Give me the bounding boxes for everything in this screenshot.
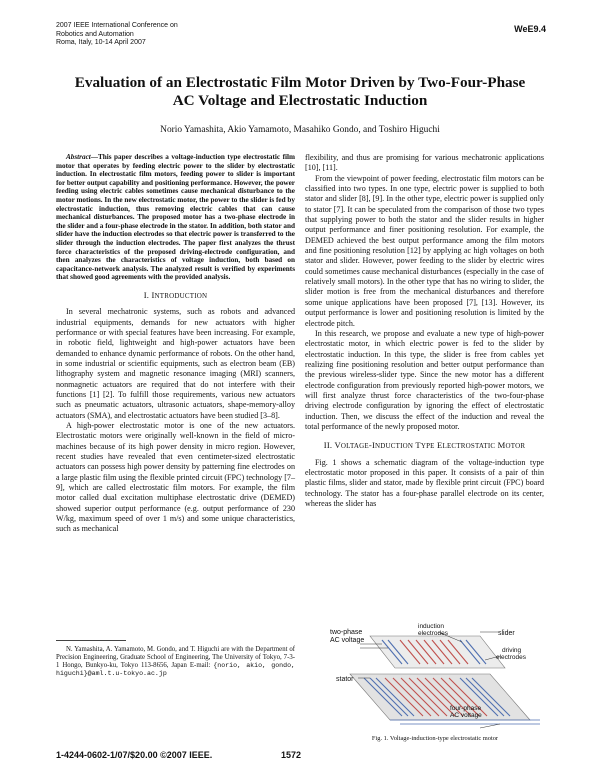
footnote-email-label: E-mail: [189, 662, 211, 669]
abstract [56, 153, 295, 282]
stator-film [350, 674, 540, 724]
figure-1-diagram [330, 622, 545, 732]
slider-film [370, 636, 505, 668]
label-stator: stator [336, 676, 354, 683]
label-driving-electrodes: electrodes [496, 654, 526, 661]
intro-paragraph-4: From the viewpoint of power feeding, electrostatic film motors can be classified into two types. In one type, electric power is supplied to both stator and slider [8], [9]. In the other type, electric power is supplied only to stator [7]. It can be speculated from the comparison of those two types that supplying power to both the stator and the slider results in higher output performance and finer positioning resolution. For example, the DEMED achieved the best output performance among the film motors and fine positioning resolution [12] by applying ac high voltages on both stator and slider. However, power feeding to the slider by electric wires could sometimes cause mechanical disturbances (especially in the case of relatively small motors). In the other type that has no wiring to slider, the slider motion is free from the mechanical disturbances and therefore some unique applications have been proposed [7], [13]. However, its output performance is lower and positioning resolution is limited by the electrode pitch. [305, 173, 544, 328]
author-list: Norio Yamashita, Akio Yamamoto, Masahiko Gondo, and Toshiro Higuchi [160, 125, 440, 135]
conference-line-2: Robotics and Automation [56, 30, 134, 38]
figure-1-caption: Fig. 1. Voltage-induction-type electrostatic motor [371, 735, 499, 742]
intro-paragraph-1: In several mechatronic systems, such as robots and advanced industrial equipments, demands for new actuators with higher performance or with special features have been increasing. For example, in robotic field, lightweight and high-power actuators have been demanded to enhance dynamic performance of robots. On the other hand, in some industrial or scientific equipments, such as electron beam (EB) lithography system and magnetic resonance imaging (MRI) scanners, nonmagnetic actuators are required that do not interfere with their functions [1] [2]. To fulfill those requirements, various new actuators such as pneumatic actuators, ultrasonic actuators, shape-memory-alloy actuators (SMA), and electrostatic actuators have been studied [3–8]. [56, 307, 295, 420]
footnote-rule [56, 640, 126, 641]
paper-id: WeE9.4 [514, 24, 546, 34]
conference-line-3: Roma, Italy, 10-14 April 2007 [56, 39, 146, 46]
label-two-phase: two-phase [330, 629, 363, 636]
label-induction-electrodes: electrodes [418, 630, 448, 637]
footnote-affiliation: N. Yamashita, A. Yamamoto, M. Gondo, and T. Higuchi are with the Department of Precision Engineering, Graduate School of Engineering, The University of Tokyo, 7-3-1 Hongo, Bunkyo-ku, Tokyo 113-8656, Japan [56, 646, 295, 669]
conference-line-1: 2007 IEEE International Conference on [56, 22, 178, 29]
label-slider: slider [498, 630, 515, 637]
page-number: 1572 [281, 750, 302, 760]
title-line-2: AC Voltage and Electrostatic Induction [172, 92, 428, 109]
title-line-1: Evaluation of an Electrostatic Film Motor Driven by Two-Four-Phase [74, 74, 526, 91]
paper-title [40, 74, 560, 110]
footnote-email: {norio, akio, gondo, higuchi}@aml.t.u-tokyo.ac.jp [56, 662, 295, 677]
abstract-text: —This paper describes a voltage-induction type electrostatic film motor that operates by feeding electric power to the slider by electrostatic induction. In electrostatic film motors, feeding power to slider is important for better output capability and positioning performance. However, the power feeding using electric cables sometimes cause mechanical disturbance to the motor motions. In the new electrostatic motor, the power to the slider is fed by electrostatic induction, thus removing electric cables that can cause mechanical disturbances. The proposed motor has a two-phase electrode in the slider and a four-phase electrode in the stator. In addition, both stator and slider have the induction electrodes so that electric power is transferred to the slider through the induction electrodes. The paper first analyzes the thrust force characteristics of the proposed driving-electrode configuration, and then analyzes the characteristics of voltage induction, both based on capacitance-network analysis. The analyzed result is verified by experiments that showed good agreements with the provided analysis. [56, 153, 295, 282]
left-column [56, 153, 295, 535]
label-four-phase-ac: AC voltage [450, 712, 482, 719]
abstract-label: Abstract [66, 153, 91, 161]
section-heading-voltage-induction: II. VOLTAGE-INDUCTION TYPE ELECTROSTATIC MOTOR [323, 440, 526, 451]
intro-paragraph-2: A high-power electrostatic motor is one of the new actuators. Electrostatic motors were originally well-known in the field of micro-machines because of its high power density in micro region. However, recent studies have revealed that even centimeter-sized electrostatic actuators can possess high power density by patterning fine electrodes on a large plastic film using the flexible printed circuit (FPC) technology [7–9], which are called electrostatic film motors. For example, the film motor called dual excitation multiphase electrostatic drive (DEMED) showed superior output performance (e.g. output performance of 230 W/kg, maximum speed of over 1 m/s) and some unique characteristics, such as mechanical [56, 421, 295, 534]
label-driving: driving [502, 647, 522, 654]
label-four-phase: four-phase [450, 705, 482, 712]
conference-header [56, 22, 178, 48]
footer-isbn: 1-4244-0602-1/07/$20.00 ©2007 IEEE. [56, 750, 213, 760]
intro-paragraph-5: In this research, we propose and evaluate a new type of high-power electrostatic motor, in which electric power is fed to the slider by electrostatic induction. In this type, the slider is free from cables yet realizing fine positioning resolution and better output performance than the previous wireless-slider type. Since the new motor has a different electrode configuration from previously reported high-power motors, we will first analyze thrust force characteristics of the two-four-phase driving electrode configuration by ignoring the effect of electrostatic induction. Then, we discuss the effect of the induction and reveal the total performance of the newly proposed motor. [305, 328, 544, 431]
right-column [305, 153, 544, 509]
intro-paragraph-3: flexibility, and thus are promising for various mechatronic applications [10], [11]. [305, 153, 544, 173]
section2-paragraph-1: Fig. 1 shows a schematic diagram of the voltage-induction type electrostatic motor proposed in this paper. It consists of a pair of thin plastic films, slider and stator, made by flexible print circuit (FPC) board technology. The stator has a four-phase parallel electrode on its center, whereas the slider has [305, 457, 544, 508]
label-two-phase-ac: AC voltage [330, 637, 365, 644]
label-induction: induction [418, 623, 445, 630]
author-footnote [56, 646, 295, 678]
section-heading-introduction: I. INTRODUCTION [143, 289, 208, 300]
